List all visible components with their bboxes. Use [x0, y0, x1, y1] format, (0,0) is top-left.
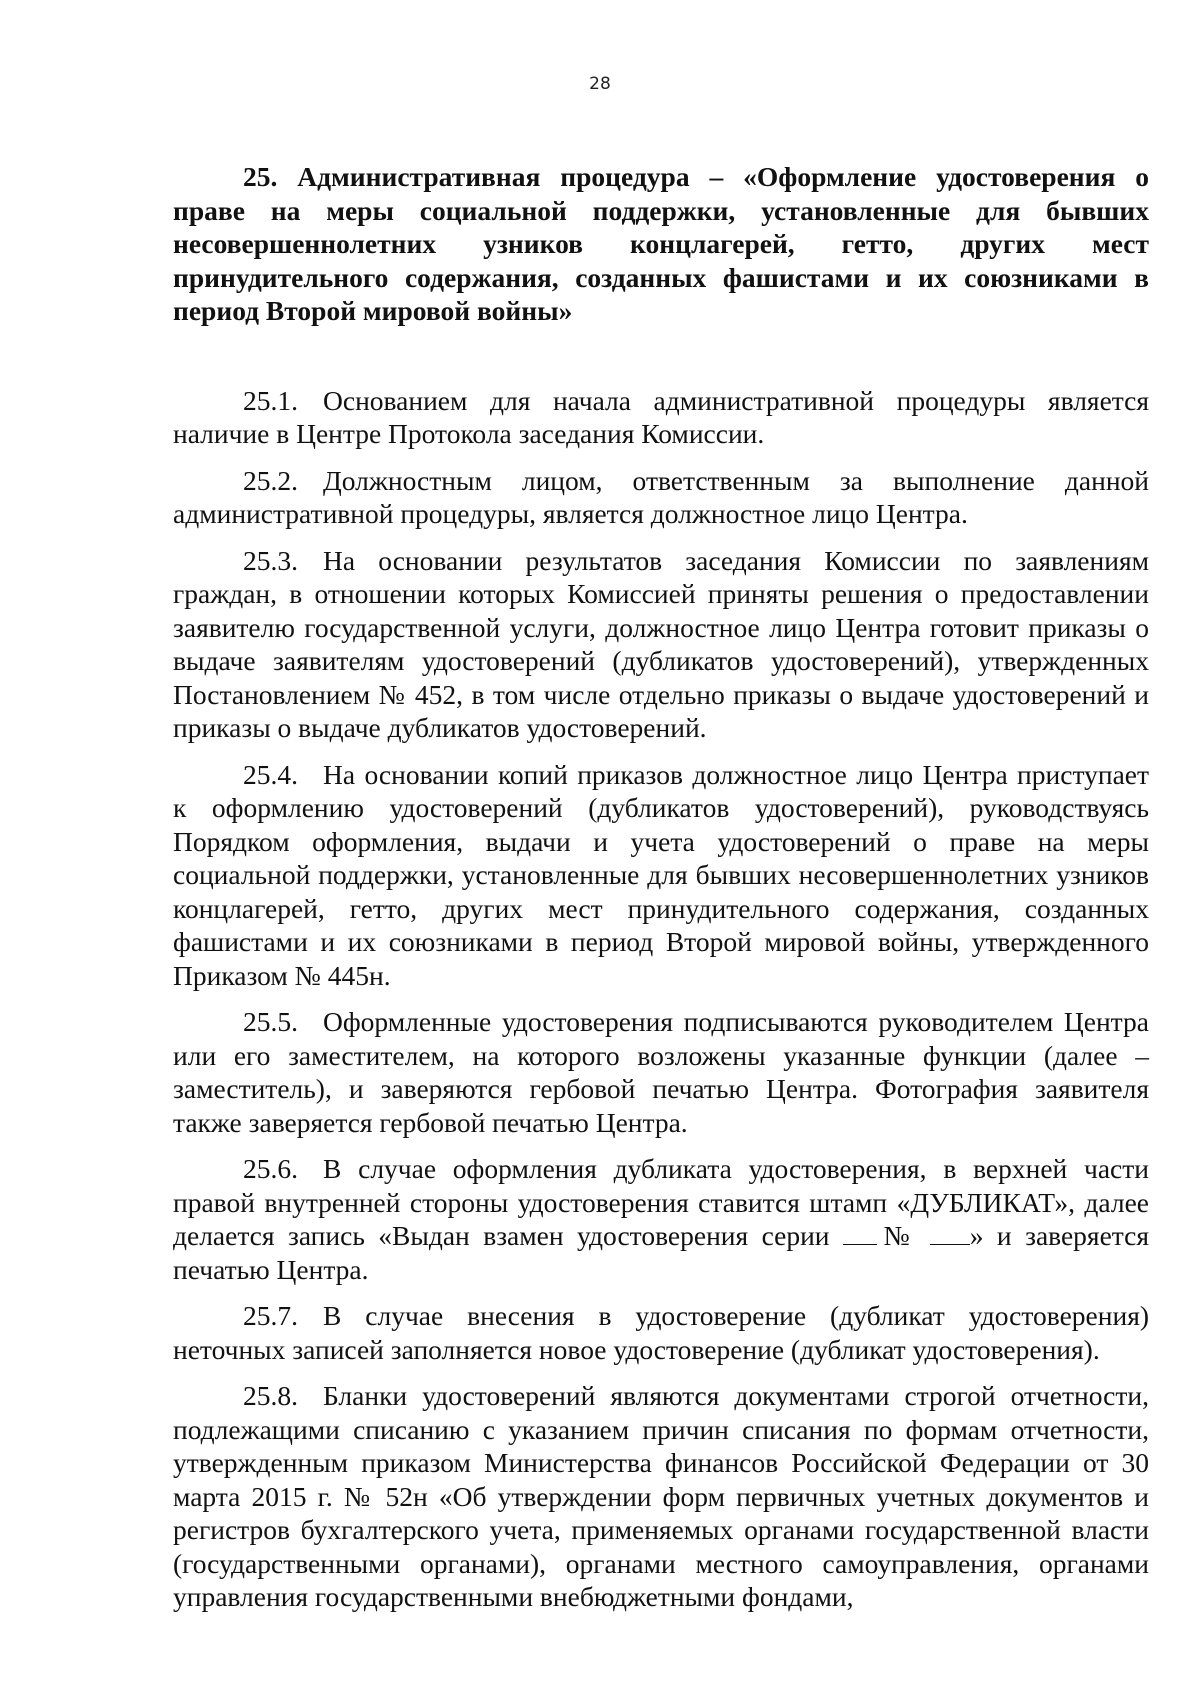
paragraph-text: В случае внесения в удостоверение (дубликат удостоверения) неточных записей заполняется новое удостоверение (дубликат удостоверения). [173, 1300, 1149, 1365]
paragraph-number: 25.6. [243, 1153, 298, 1184]
paragraph-text: Оформленные удостоверения подписываются руководителем Центра или его заместителем, на которого возложены указанные функции (далее – заместитель), и заверяются гербовой печатью Центра. Фотография заявителя также заверяется гербовой печатью Центра. [173, 1006, 1149, 1138]
paragraph-number: 25.1. [243, 384, 298, 416]
paragraph-25-8 [173, 1379, 1149, 1614]
paragraph-25-2 [173, 464, 1149, 531]
paragraph-number: 25.2. [243, 464, 298, 496]
section-heading: 25. Административная процедура – «Оформление удостоверения о праве на меры социальной поддержки, установленные для бывших несовершеннолетних узников концлагерей, гетто, других мест принудительного содержания, созданных фашистами и их союзниками в период Второй мировой войны» [173, 161, 1149, 326]
paragraph-25-5 [173, 1005, 1149, 1139]
paragraph-number: 25.7. [243, 1300, 298, 1331]
paragraph-number: 25.8. [243, 1380, 298, 1411]
paragraph-25-6 [173, 1152, 1149, 1286]
paragraph-text: Бланки удостоверений являются документами строгой отчетности, подлежащими списанию с указанием причин списания по формам отчетности, утвержденным приказом Министерства финансов Российской Федерации от 30 марта 2015 г. № 52н «Об утверждении форм первичных учетных документов и регистров бухгалтерского учета, применяемых органами государственной власти (государственными органами), органами местного самоуправления, органами управления государственными внебюджетными фондами, [173, 1380, 1149, 1612]
paragraph-number: 25.4. [243, 758, 298, 790]
number-blank-line [930, 1220, 970, 1245]
paragraph-25-4 [173, 758, 1149, 993]
paragraph-25-3 [173, 544, 1149, 745]
paragraph-text: Должностным лицом, ответственным за выполнение данной административной процедуры, является должностное лицо Центра. [173, 464, 1149, 529]
paragraph-text: В случае оформления дубликата удостоверения, в верхней части правой внутренней стороны удостоверения ставится штамп «ДУБЛИКАТ», далее делается запись «Выдан взамен удостоверения серии [173, 1153, 1149, 1251]
paragraph-25-7 [173, 1299, 1149, 1366]
paragraph-text: № [876, 1220, 930, 1251]
paragraph-25-1 [173, 384, 1149, 451]
paragraph-number: 25.3. [243, 544, 298, 576]
paragraph-text: » и заверяется печатью Центра. [173, 1220, 1149, 1285]
series-blank-line [843, 1220, 877, 1245]
page-number: 28 [589, 74, 611, 94]
paragraph-number: 25.5. [243, 1006, 298, 1037]
paragraph-text: На основании результатов заседания Комиссии по заявлениям граждан, в отношении которых Комиссией приняты решения о предоставлении заявителю государственной услуги, должностное лицо Центра готовит приказы о выдаче заявителям удостоверений (дубликатов удостоверений), утвержденных Постановлением № 452, в том числе отдельно приказы о выдаче удостоверений и приказы о выдаче дубликатов удостоверений. [173, 544, 1149, 743]
paragraph-text: На основании копий приказов должностное лицо Центра приступает к оформлению удостоверений (дубликатов удостоверений), руководствуясь Порядком оформления, выдачи и учета удостоверений о праве на меры социальной поддержки, установленные для бывших несовершеннолетних узников концлагерей, гетто, других мест принудительного содержания, созданных фашистами и их союзниками в период Второй мировой войны, утвержденного Приказом № 445н. [173, 758, 1149, 991]
document-body [173, 160, 1149, 1627]
paragraph-text: Основанием для начала административной процедуры является наличие в Центре Протокола заседания Комиссии. [173, 384, 1149, 449]
